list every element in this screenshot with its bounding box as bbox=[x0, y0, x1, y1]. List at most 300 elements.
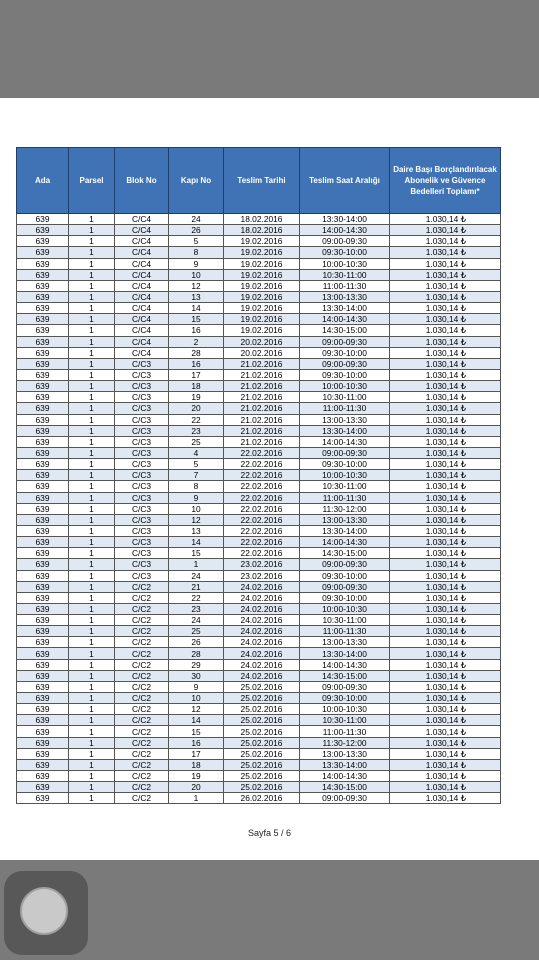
table-cell: 1.030,14 ₺ bbox=[390, 793, 501, 804]
table-row bbox=[17, 358, 501, 369]
table-cell: C/C2 bbox=[115, 637, 169, 648]
table-cell: C/C4 bbox=[115, 336, 169, 347]
table-cell: 20 bbox=[169, 782, 224, 793]
table-cell: 24.02.2016 bbox=[224, 581, 300, 592]
table-cell: 1.030,14 ₺ bbox=[390, 782, 501, 793]
table-cell: C/C3 bbox=[115, 358, 169, 369]
table-cell: 1 bbox=[69, 626, 115, 637]
table-cell: 1.030,14 ₺ bbox=[390, 347, 501, 358]
table-cell: C/C2 bbox=[115, 771, 169, 782]
table-cell: 19.02.2016 bbox=[224, 247, 300, 258]
table-cell: C/C2 bbox=[115, 603, 169, 614]
table-cell: 639 bbox=[17, 603, 69, 614]
table-cell: 1.030,14 ₺ bbox=[390, 258, 501, 269]
table-row bbox=[17, 581, 501, 592]
table-cell: 19.02.2016 bbox=[224, 325, 300, 336]
table-cell: 639 bbox=[17, 403, 69, 414]
table-cell: C/C2 bbox=[115, 592, 169, 603]
table-cell: 19.02.2016 bbox=[224, 236, 300, 247]
table-cell: 10:00-10:30 bbox=[300, 704, 390, 715]
table-cell: 639 bbox=[17, 570, 69, 581]
table-cell: 12 bbox=[169, 514, 224, 525]
table-row bbox=[17, 269, 501, 280]
table-cell: 21.02.2016 bbox=[224, 414, 300, 425]
table-cell: C/C2 bbox=[115, 681, 169, 692]
table-cell: 1.030,14 ₺ bbox=[390, 436, 501, 447]
table-cell: 639 bbox=[17, 236, 69, 247]
table-cell: 22.02.2016 bbox=[224, 537, 300, 548]
table-cell: 639 bbox=[17, 303, 69, 314]
table-row bbox=[17, 681, 501, 692]
table-row bbox=[17, 771, 501, 782]
table-row bbox=[17, 793, 501, 804]
table-row bbox=[17, 704, 501, 715]
table-cell: 18.02.2016 bbox=[224, 225, 300, 236]
table-cell: 1 bbox=[69, 459, 115, 470]
table-row bbox=[17, 347, 501, 358]
table-cell: 09:30-10:00 bbox=[300, 369, 390, 380]
table-cell: 1 bbox=[69, 369, 115, 380]
table-cell: 21.02.2016 bbox=[224, 381, 300, 392]
table-cell: 1 bbox=[69, 759, 115, 770]
table-cell: 25 bbox=[169, 626, 224, 637]
table-cell: 1 bbox=[69, 403, 115, 414]
table-cell: 19 bbox=[169, 392, 224, 403]
table-cell: 639 bbox=[17, 258, 69, 269]
table-cell: 10 bbox=[169, 693, 224, 704]
table-row bbox=[17, 247, 501, 258]
table-cell: 1.030,14 ₺ bbox=[390, 637, 501, 648]
table-cell: 09:00-09:30 bbox=[300, 447, 390, 458]
table-cell: 10:30-11:00 bbox=[300, 615, 390, 626]
table-cell: 1.030,14 ₺ bbox=[390, 470, 501, 481]
table-cell: 24.02.2016 bbox=[224, 637, 300, 648]
table-cell: 1.030,14 ₺ bbox=[390, 214, 501, 225]
table-cell: 26 bbox=[169, 225, 224, 236]
table-cell: 1.030,14 ₺ bbox=[390, 269, 501, 280]
table-cell: 1.030,14 ₺ bbox=[390, 704, 501, 715]
table-cell: 10 bbox=[169, 503, 224, 514]
table-cell: 1 bbox=[69, 782, 115, 793]
table-cell: 10 bbox=[169, 269, 224, 280]
table-header-row bbox=[17, 148, 501, 214]
table-cell: 639 bbox=[17, 214, 69, 225]
table-cell: 1 bbox=[69, 704, 115, 715]
table-cell: 18.02.2016 bbox=[224, 214, 300, 225]
table-cell: C/C2 bbox=[115, 782, 169, 793]
table-cell: 639 bbox=[17, 392, 69, 403]
table-cell: 1.030,14 ₺ bbox=[390, 670, 501, 681]
table-cell: 639 bbox=[17, 548, 69, 559]
table-cell: 1.030,14 ₺ bbox=[390, 659, 501, 670]
table-cell: 28 bbox=[169, 648, 224, 659]
table-cell: C/C4 bbox=[115, 236, 169, 247]
column-header-parsel: Parsel bbox=[69, 148, 115, 214]
table-cell: 09:00-09:30 bbox=[300, 236, 390, 247]
table-cell: 639 bbox=[17, 759, 69, 770]
table-cell: 1.030,14 ₺ bbox=[390, 570, 501, 581]
table-cell: 639 bbox=[17, 447, 69, 458]
column-header-kapi-no: Kapı No bbox=[169, 148, 224, 214]
table-cell: 1 bbox=[69, 693, 115, 704]
table-cell: C/C4 bbox=[115, 225, 169, 236]
table-cell: 13:30-14:00 bbox=[300, 214, 390, 225]
table-cell: 639 bbox=[17, 291, 69, 302]
column-header-bedel-toplami: Daire Başı Borçlandırılacak Abonelik ve Güvence Bedelleri Toplamı* bbox=[390, 148, 501, 214]
table-cell: C/C2 bbox=[115, 726, 169, 737]
table-cell: 1.030,14 ₺ bbox=[390, 693, 501, 704]
table-cell: 09:00-09:30 bbox=[300, 681, 390, 692]
table-cell: C/C3 bbox=[115, 537, 169, 548]
table-cell: 639 bbox=[17, 269, 69, 280]
table-cell: 14:30-15:00 bbox=[300, 325, 390, 336]
delivery-schedule-table bbox=[16, 147, 501, 804]
table-cell: 639 bbox=[17, 459, 69, 470]
table-row bbox=[17, 514, 501, 525]
table-cell: 13:00-13:30 bbox=[300, 637, 390, 648]
table-cell: 14:30-15:00 bbox=[300, 548, 390, 559]
table-cell: 28 bbox=[169, 347, 224, 358]
table-row bbox=[17, 447, 501, 458]
table-cell: 1.030,14 ₺ bbox=[390, 737, 501, 748]
table-row bbox=[17, 403, 501, 414]
table-cell: 1.030,14 ₺ bbox=[390, 681, 501, 692]
table-row bbox=[17, 648, 501, 659]
table-cell: 13 bbox=[169, 291, 224, 302]
table-cell: 639 bbox=[17, 414, 69, 425]
table-cell: 1 bbox=[69, 481, 115, 492]
table-cell: 639 bbox=[17, 481, 69, 492]
table-cell: C/C2 bbox=[115, 659, 169, 670]
table-cell: 639 bbox=[17, 704, 69, 715]
table-cell: 24.02.2016 bbox=[224, 603, 300, 614]
table-cell: 25.02.2016 bbox=[224, 715, 300, 726]
table-cell: 639 bbox=[17, 782, 69, 793]
table-cell: 1 bbox=[69, 581, 115, 592]
table-cell: 1 bbox=[169, 559, 224, 570]
table-cell: 1 bbox=[69, 637, 115, 648]
table-cell: 1 bbox=[69, 592, 115, 603]
table-cell: 09:00-09:30 bbox=[300, 559, 390, 570]
table-cell: 11:00-11:30 bbox=[300, 492, 390, 503]
table-cell: C/C4 bbox=[115, 269, 169, 280]
table-cell: C/C2 bbox=[115, 648, 169, 659]
table-cell: 1.030,14 ₺ bbox=[390, 381, 501, 392]
table-row bbox=[17, 369, 501, 380]
table-cell: C/C2 bbox=[115, 615, 169, 626]
table-cell: 10:00-10:30 bbox=[300, 470, 390, 481]
table-cell: 1.030,14 ₺ bbox=[390, 414, 501, 425]
table-row bbox=[17, 303, 501, 314]
table-cell: C/C3 bbox=[115, 403, 169, 414]
table-cell: 26 bbox=[169, 637, 224, 648]
table-cell: 1.030,14 ₺ bbox=[390, 425, 501, 436]
table-cell: C/C4 bbox=[115, 314, 169, 325]
table-cell: 8 bbox=[169, 481, 224, 492]
table-cell: 21.02.2016 bbox=[224, 392, 300, 403]
table-cell: 20.02.2016 bbox=[224, 336, 300, 347]
table-cell: 14:30-15:00 bbox=[300, 670, 390, 681]
table-cell: 1.030,14 ₺ bbox=[390, 392, 501, 403]
table-cell: 1 bbox=[69, 381, 115, 392]
table-cell: 23 bbox=[169, 603, 224, 614]
table-cell: 639 bbox=[17, 358, 69, 369]
table-cell: 1.030,14 ₺ bbox=[390, 403, 501, 414]
table-cell: 639 bbox=[17, 336, 69, 347]
table-cell: 19.02.2016 bbox=[224, 291, 300, 302]
table-cell: 09:00-09:30 bbox=[300, 336, 390, 347]
table-cell: 1.030,14 ₺ bbox=[390, 492, 501, 503]
table-cell: 1.030,14 ₺ bbox=[390, 715, 501, 726]
table-cell: 639 bbox=[17, 369, 69, 380]
table-cell: C/C3 bbox=[115, 369, 169, 380]
table-cell: 18 bbox=[169, 759, 224, 770]
table-cell: 1 bbox=[69, 603, 115, 614]
table-cell: 1.030,14 ₺ bbox=[390, 537, 501, 548]
table-cell: 1 bbox=[69, 236, 115, 247]
table-cell: 10:30-11:00 bbox=[300, 481, 390, 492]
table-cell: 24.02.2016 bbox=[224, 592, 300, 603]
table-cell: C/C3 bbox=[115, 481, 169, 492]
home-button-inner-icon bbox=[20, 887, 68, 935]
table-row bbox=[17, 392, 501, 403]
table-row bbox=[17, 759, 501, 770]
table-cell: 15 bbox=[169, 314, 224, 325]
table-row bbox=[17, 592, 501, 603]
table-cell: C/C2 bbox=[115, 759, 169, 770]
table-cell: 09:30-10:00 bbox=[300, 459, 390, 470]
table-cell: 639 bbox=[17, 425, 69, 436]
table-row bbox=[17, 715, 501, 726]
table-cell: C/C2 bbox=[115, 693, 169, 704]
table-row bbox=[17, 537, 501, 548]
table-row bbox=[17, 436, 501, 447]
table-cell: 09:00-09:30 bbox=[300, 581, 390, 592]
table-cell: 25.02.2016 bbox=[224, 681, 300, 692]
table-row bbox=[17, 559, 501, 570]
table-row bbox=[17, 603, 501, 614]
table-cell: C/C3 bbox=[115, 492, 169, 503]
table-cell: C/C2 bbox=[115, 626, 169, 637]
table-cell: 19.02.2016 bbox=[224, 269, 300, 280]
table-cell: 8 bbox=[169, 247, 224, 258]
table-cell: 1.030,14 ₺ bbox=[390, 291, 501, 302]
table-cell: 24.02.2016 bbox=[224, 659, 300, 670]
table-cell: 21.02.2016 bbox=[224, 403, 300, 414]
table-cell: 22.02.2016 bbox=[224, 470, 300, 481]
table-cell: 17 bbox=[169, 369, 224, 380]
table-cell: 22.02.2016 bbox=[224, 447, 300, 458]
table-cell: 25.02.2016 bbox=[224, 759, 300, 770]
table-cell: 16 bbox=[169, 737, 224, 748]
table-cell: 639 bbox=[17, 225, 69, 236]
table-cell: C/C2 bbox=[115, 581, 169, 592]
table-cell: 2 bbox=[169, 336, 224, 347]
table-cell: 12 bbox=[169, 704, 224, 715]
table-cell: 13 bbox=[169, 525, 224, 536]
table-cell: 23.02.2016 bbox=[224, 559, 300, 570]
table-cell: 639 bbox=[17, 592, 69, 603]
table-cell: 7 bbox=[169, 470, 224, 481]
table-cell: 09:30-10:00 bbox=[300, 592, 390, 603]
table-cell: 21.02.2016 bbox=[224, 425, 300, 436]
table-row bbox=[17, 670, 501, 681]
table-cell: 1 bbox=[69, 425, 115, 436]
table-cell: 1 bbox=[69, 548, 115, 559]
table-cell: 1.030,14 ₺ bbox=[390, 303, 501, 314]
table-cell: 1.030,14 ₺ bbox=[390, 236, 501, 247]
table-cell: 19.02.2016 bbox=[224, 280, 300, 291]
table-cell: 20.02.2016 bbox=[224, 347, 300, 358]
table-cell: 25.02.2016 bbox=[224, 704, 300, 715]
table-cell: 14:00-14:30 bbox=[300, 771, 390, 782]
table-cell: 10:30-11:00 bbox=[300, 392, 390, 403]
table-cell: 1 bbox=[69, 436, 115, 447]
table-cell: 1 bbox=[69, 225, 115, 236]
table-cell: C/C3 bbox=[115, 392, 169, 403]
table-cell: 13:30-14:00 bbox=[300, 648, 390, 659]
table-cell: 1 bbox=[69, 514, 115, 525]
table-row bbox=[17, 492, 501, 503]
table-cell: 1 bbox=[69, 648, 115, 659]
table-cell: 14:30-15:00 bbox=[300, 782, 390, 793]
table-cell: 1 bbox=[69, 280, 115, 291]
table-cell: 1 bbox=[69, 793, 115, 804]
table-cell: 15 bbox=[169, 726, 224, 737]
table-cell: 10:30-11:00 bbox=[300, 269, 390, 280]
table-cell: 21 bbox=[169, 581, 224, 592]
table-cell: 1 bbox=[69, 670, 115, 681]
table-cell: 19.02.2016 bbox=[224, 303, 300, 314]
table-cell: C/C2 bbox=[115, 704, 169, 715]
table-row bbox=[17, 325, 501, 336]
table-cell: 639 bbox=[17, 247, 69, 258]
table-cell: 1 bbox=[69, 748, 115, 759]
table-cell: 22.02.2016 bbox=[224, 514, 300, 525]
table-row bbox=[17, 748, 501, 759]
table-cell: 1 bbox=[69, 492, 115, 503]
table-row bbox=[17, 659, 501, 670]
table-cell: 13:00-13:30 bbox=[300, 748, 390, 759]
table-cell: 639 bbox=[17, 503, 69, 514]
table-cell: 22 bbox=[169, 414, 224, 425]
table-cell: C/C4 bbox=[115, 325, 169, 336]
table-cell: 1 bbox=[69, 314, 115, 325]
home-button-icon[interactable] bbox=[4, 871, 88, 955]
table-row bbox=[17, 726, 501, 737]
table-cell: 21.02.2016 bbox=[224, 436, 300, 447]
table-cell: 1.030,14 ₺ bbox=[390, 369, 501, 380]
table-cell: 13:00-13:30 bbox=[300, 291, 390, 302]
table-cell: 10:00-10:30 bbox=[300, 258, 390, 269]
table-cell: 25.02.2016 bbox=[224, 748, 300, 759]
table-row bbox=[17, 236, 501, 247]
table-cell: 17 bbox=[169, 748, 224, 759]
table-cell: 1 bbox=[69, 737, 115, 748]
table-row bbox=[17, 258, 501, 269]
table-cell: C/C3 bbox=[115, 548, 169, 559]
table-row bbox=[17, 470, 501, 481]
table-cell: 1 bbox=[69, 303, 115, 314]
table-cell: C/C3 bbox=[115, 414, 169, 425]
table-cell: 18 bbox=[169, 381, 224, 392]
table-cell: 639 bbox=[17, 514, 69, 525]
table-cell: C/C4 bbox=[115, 280, 169, 291]
table-cell: 1.030,14 ₺ bbox=[390, 548, 501, 559]
table-cell: 1 bbox=[69, 214, 115, 225]
table-cell: 1.030,14 ₺ bbox=[390, 481, 501, 492]
table-cell: 639 bbox=[17, 637, 69, 648]
table-cell: 9 bbox=[169, 681, 224, 692]
table-row bbox=[17, 414, 501, 425]
table-cell: 13:00-13:30 bbox=[300, 514, 390, 525]
table-cell: 639 bbox=[17, 793, 69, 804]
table-cell: 639 bbox=[17, 381, 69, 392]
table-cell: 1 bbox=[69, 470, 115, 481]
table-cell: 9 bbox=[169, 492, 224, 503]
table-cell: 639 bbox=[17, 659, 69, 670]
table-cell: 22.02.2016 bbox=[224, 503, 300, 514]
table-cell: 1 bbox=[69, 269, 115, 280]
table-cell: 1.030,14 ₺ bbox=[390, 314, 501, 325]
table-cell: C/C3 bbox=[115, 447, 169, 458]
table-cell: C/C2 bbox=[115, 748, 169, 759]
table-row bbox=[17, 548, 501, 559]
table-cell: 1 bbox=[69, 570, 115, 581]
table-cell: 10:00-10:30 bbox=[300, 603, 390, 614]
column-header-teslim-saat: Teslim Saat Aralığı bbox=[300, 148, 390, 214]
table-cell: 1.030,14 ₺ bbox=[390, 726, 501, 737]
table-cell: C/C4 bbox=[115, 214, 169, 225]
table-cell: 22.02.2016 bbox=[224, 492, 300, 503]
table-cell: C/C3 bbox=[115, 525, 169, 536]
table-cell: 09:30-10:00 bbox=[300, 247, 390, 258]
table-cell: 24.02.2016 bbox=[224, 615, 300, 626]
table-cell: 1.030,14 ₺ bbox=[390, 325, 501, 336]
table-cell: C/C2 bbox=[115, 715, 169, 726]
table-cell: 1.030,14 ₺ bbox=[390, 648, 501, 659]
table-cell: 1.030,14 ₺ bbox=[390, 581, 501, 592]
table-cell: 1.030,14 ₺ bbox=[390, 771, 501, 782]
table-cell: 639 bbox=[17, 347, 69, 358]
table-cell: 1 bbox=[69, 325, 115, 336]
table-cell: 639 bbox=[17, 693, 69, 704]
table-cell: 24.02.2016 bbox=[224, 648, 300, 659]
table-cell: 22 bbox=[169, 592, 224, 603]
table-cell: 14:00-14:30 bbox=[300, 537, 390, 548]
table-cell: 1 bbox=[69, 559, 115, 570]
table-cell: 639 bbox=[17, 470, 69, 481]
table-cell: 1 bbox=[69, 336, 115, 347]
table-cell: 639 bbox=[17, 626, 69, 637]
table-cell: 11:00-11:30 bbox=[300, 726, 390, 737]
table-cell: 25.02.2016 bbox=[224, 737, 300, 748]
table-cell: C/C3 bbox=[115, 425, 169, 436]
table-cell: 25.02.2016 bbox=[224, 782, 300, 793]
table-cell: 1 bbox=[169, 793, 224, 804]
table-cell: 1.030,14 ₺ bbox=[390, 759, 501, 770]
table-cell: 14:00-14:30 bbox=[300, 314, 390, 325]
table-cell: 5 bbox=[169, 236, 224, 247]
table-cell: 10:30-11:00 bbox=[300, 715, 390, 726]
table-cell: 22.02.2016 bbox=[224, 548, 300, 559]
table-cell: 1.030,14 ₺ bbox=[390, 503, 501, 514]
table-cell: 22.02.2016 bbox=[224, 525, 300, 536]
table-cell: 639 bbox=[17, 670, 69, 681]
table-cell: 1.030,14 ₺ bbox=[390, 626, 501, 637]
table-row bbox=[17, 459, 501, 470]
table-row bbox=[17, 626, 501, 637]
